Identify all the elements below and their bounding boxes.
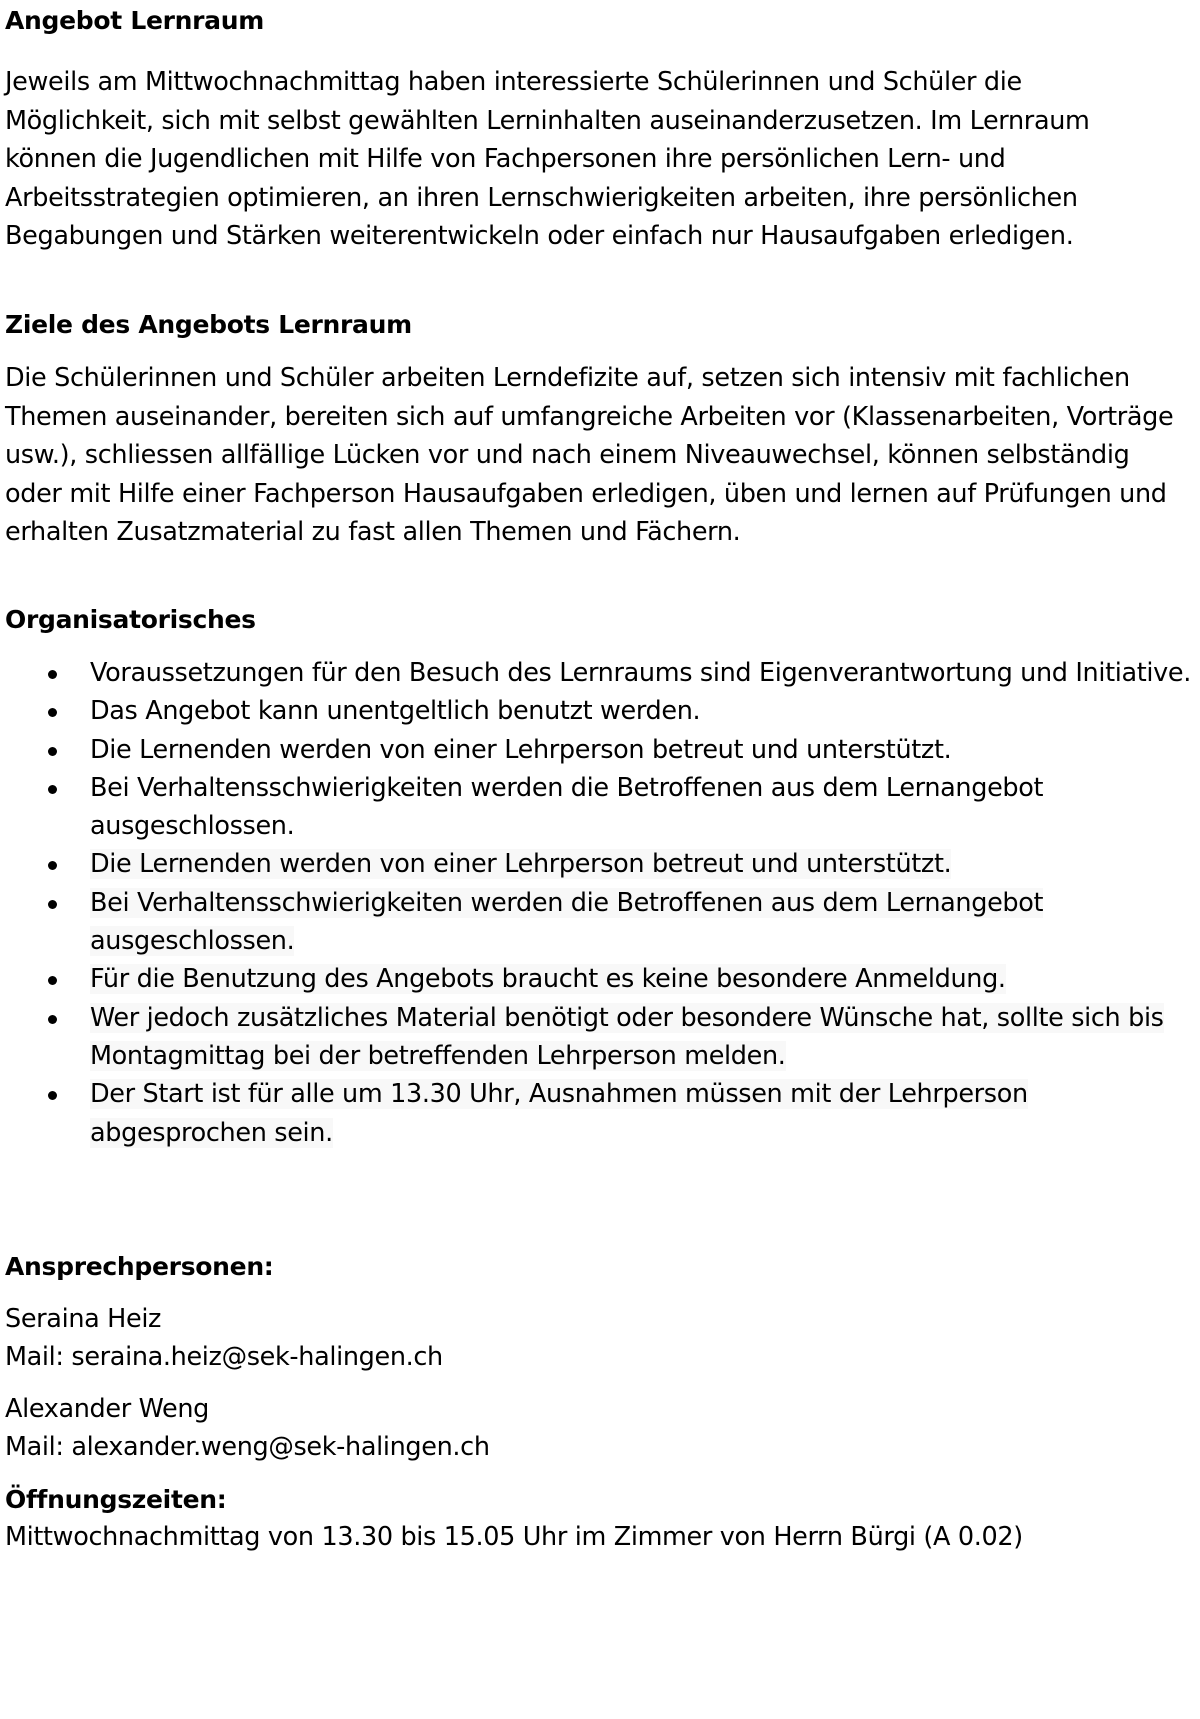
list-item-text: Das Angebot kann unentgeltlich benutzt werden. [90, 696, 701, 727]
bullet-icon [48, 708, 57, 717]
organisation-list [5, 654, 1195, 1152]
bullet-icon [48, 976, 57, 985]
list-item [5, 731, 1195, 769]
bullet-icon [48, 900, 57, 909]
list-item-text: Die Lernenden werden von einer Lehrperson betreut und unterstützt. [90, 734, 952, 765]
page-title: Angebot Lernraum [5, 6, 264, 35]
organisation-heading: Organisatorisches [5, 605, 256, 634]
list-item [5, 769, 1195, 846]
list-item [5, 654, 1195, 692]
goals-paragraph: Die Schülerinnen und Schüler arbeiten Lerndefizite auf, setzen sich intensiv mit fachlichen Themen auseinander, bereiten sich auf umfangreiche Arbeiten vor (Klassenarbeiten, Vorträge usw.), schliessen allfällige Lücken vor und nach einem Niveauwechsel, können selbständig oder mit Hilfe einer Fachperson Hausaufgaben erledigen, üben und lernen auf Prüfungen und erhalten Zusatzmaterial zu fast allen Themen und Fächern. [5, 363, 1174, 547]
bullet-icon [48, 1015, 57, 1024]
list-item-text: Bei Verhaltensschwierigkeiten werden die Betroffenen aus dem Lernangebot ausgeschlossen. [90, 772, 1044, 842]
contact-name: Alexander Weng [5, 1394, 209, 1424]
list-item-text: Der Start ist für alle um 13.30 Uhr, Ausnahmen müssen mit der Lehrperson abgesprochen sein. [90, 1079, 1028, 1148]
list-item [5, 884, 1195, 961]
bullet-icon [48, 861, 57, 870]
list-item [5, 960, 1195, 998]
bullet-icon [48, 1091, 57, 1100]
intro-paragraph: Jeweils am Mittwochnachmittag haben interessierte Schülerinnen und Schüler die Möglichkeit, sich mit selbst gewählten Lerninhalten auseinanderzusetzen. Im Lernraum können die Jugendlichen mit Hilfe von Fachpersonen ihre persönlichen Lern- und Arbeitsstrategien optimieren, an ihren Lernschwierigkeiten arbeiten, ihre persönlichen Begabungen und Stärken weiterentwickeln oder einfach nur Hausaufgaben erledigen. [5, 67, 1090, 251]
contacts-heading: Ansprechpersonen: [5, 1252, 274, 1281]
bullet-icon [48, 785, 57, 794]
list-item-text: Für die Benutzung des Angebots braucht es keine besondere Anmeldung. [90, 964, 1006, 995]
list-item-text: Wer jedoch zusätzliches Material benötigt oder besondere Wünsche hat, sollte sich bis Montagmittag bei der betreffenden Lehrperson melden. [90, 1002, 1164, 1071]
list-item-text: Bei Verhaltensschwierigkeiten werden die Betroffenen aus dem Lernangebot ausgeschlossen. [90, 887, 1044, 957]
goals-heading: Ziele des Angebots Lernraum [5, 310, 412, 339]
opening-hours-heading: Öffnungszeiten: [5, 1485, 227, 1514]
list-item [5, 692, 1195, 730]
list-item-text: Die Lernenden werden von einer Lehrperson betreut und unterstützt. [90, 849, 952, 880]
list-item [5, 999, 1195, 1076]
contact-name: Seraina Heiz [5, 1304, 162, 1334]
list-item-text: Voraussetzungen für den Besuch des Lernraums sind Eigenverantwortung und Initiative. [90, 658, 1191, 688]
list-item [5, 845, 1195, 883]
opening-hours-text: Mittwochnachmittag von 13.30 bis 15.05 Uhr im Zimmer von Herrn Bürgi (A 0.02) [5, 1522, 1023, 1552]
list-item [5, 1075, 1195, 1152]
contact-mail[interactable]: Mail: alexander.weng@sek-halingen.ch [5, 1432, 490, 1462]
bullet-icon [48, 747, 57, 756]
contact-mail[interactable]: Mail: seraina.heiz@sek-halingen.ch [5, 1342, 443, 1372]
bullet-icon [48, 670, 57, 679]
